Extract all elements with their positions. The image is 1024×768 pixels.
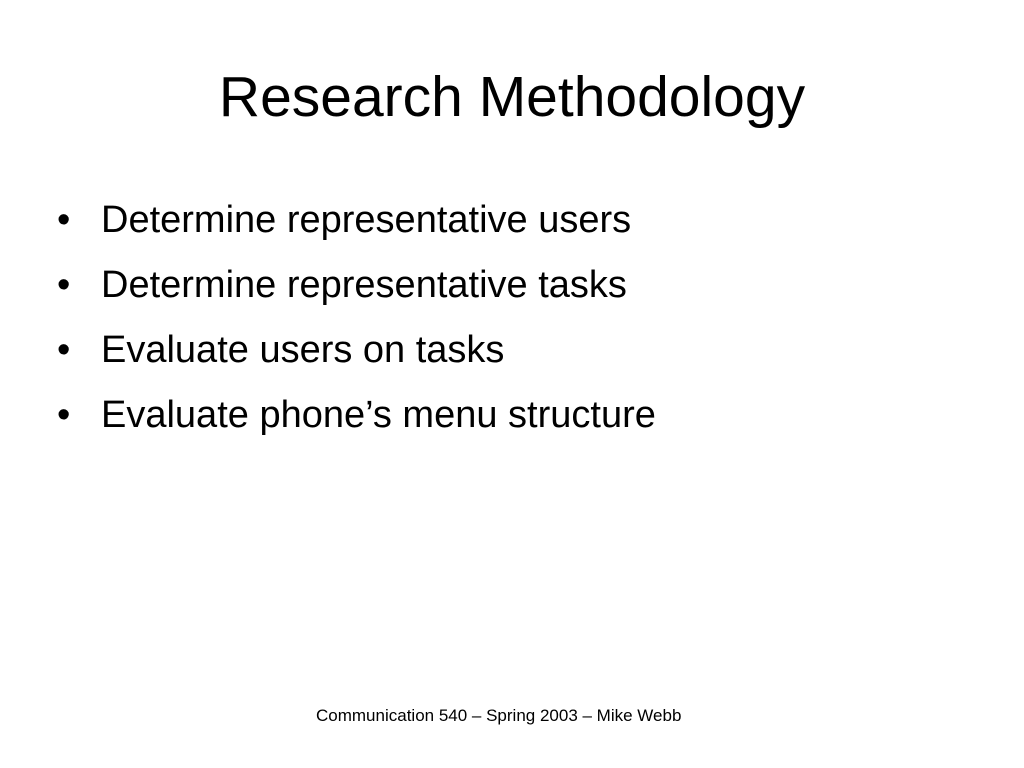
bullet-text: Determine representative users <box>101 199 632 241</box>
bullet-marker: • <box>57 264 71 306</box>
slide-title: Research Methodology <box>218 65 806 129</box>
bullet-list <box>57 188 656 448</box>
slide-footer: Communication 540 – Spring 2003 – Mike Webb <box>316 706 682 725</box>
bullet-text: Evaluate phone’s menu structure <box>101 394 656 436</box>
bullet-item <box>57 253 656 318</box>
bullet-text: Determine representative tasks <box>101 264 627 306</box>
bullet-marker: • <box>57 394 71 436</box>
bullet-item <box>57 188 656 253</box>
bullet-item <box>57 383 656 448</box>
bullet-marker: • <box>57 329 71 371</box>
bullet-text: Evaluate users on tasks <box>101 329 505 371</box>
bullet-item <box>57 318 656 383</box>
bullet-marker: • <box>57 199 71 241</box>
